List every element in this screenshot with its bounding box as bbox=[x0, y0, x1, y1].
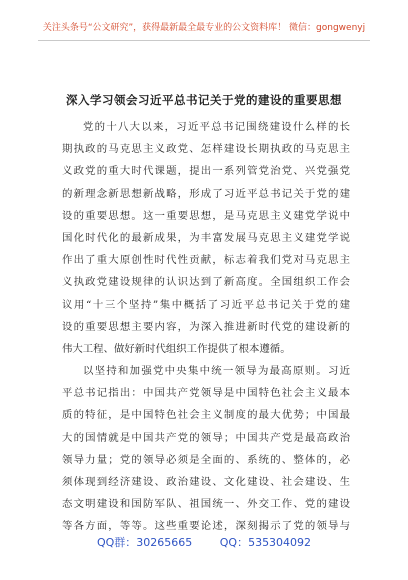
body-line: 期执政的马克思主义政党、怎样建设长期执政的马克思主 bbox=[62, 143, 350, 156]
body-line: 设的重要思想主要内容，为深入推进新时代党的建设新的 bbox=[62, 320, 350, 333]
body-line: 议用“十三个坚持”集中概括了习近平总书记关于党的建 bbox=[62, 298, 350, 311]
footer-qq: QQ：535304092 bbox=[219, 536, 312, 549]
body-line: 质的特征，是中国特色社会主义制度的最大优势；中国最 bbox=[62, 409, 350, 422]
body-line: 作出了重大原创性时代性贡献，标志着我们党对马克思主 bbox=[62, 254, 350, 267]
footer-qq-group: QQ群：30265665 bbox=[96, 536, 193, 549]
body-line: 国化时代化的最新成果，为丰富发展马克思主义建党学说 bbox=[62, 231, 350, 244]
document-title: 深入学习领会习近平总书记关于党的建设的重要思想 bbox=[66, 93, 342, 107]
body-line: 义执政党建设规律的认识达到了新高度。全国组织工作会 bbox=[62, 276, 350, 289]
body-line: 平总书记指出：中国共产党领导是中国特色社会主义最本 bbox=[62, 387, 350, 400]
body-line: 的新理念新思想新战略，形成了习近平总书记关于党的建 bbox=[62, 187, 350, 200]
body-line: 伟大工程、做好新时代组织工作提供了根本遵循。 bbox=[62, 342, 291, 355]
body-line: 党的十八大以来，习近平总书记围绕建设什么样的长 bbox=[83, 121, 350, 133]
body-line: 态文明建设和国防军队、祖国统一、外交工作、党的建设 bbox=[62, 498, 350, 511]
body-line: 须体现到经济建设、政治建设、文化建设、社会建设、生 bbox=[62, 476, 350, 488]
body-line: 设的重要思想。这一重要思想，是马克思主义建党学说中 bbox=[62, 209, 350, 222]
body-line: 等各方面，等等。这些重要论述，深刻揭示了党的领导与 bbox=[62, 520, 350, 533]
body-line: 大的国情就是中国共产党的领导；中国共产党是最高政治 bbox=[62, 431, 350, 444]
body-line: 领导力量；党的领导必须是全面的、系统的、整体的，必 bbox=[62, 453, 350, 466]
body-line: 义政党的重大时代课题，提出一系列管党治党、兴党强党 bbox=[62, 165, 350, 178]
footer-contact bbox=[0, 534, 408, 550]
header-banner: 关注头条号“公文研究”，获得最新最全最专业的公文资料库！ 微信：gongwenyj bbox=[42, 23, 366, 33]
body-line: 以坚持和加强党中央集中统一领导为最高原则。习近 bbox=[83, 365, 350, 378]
header-divider bbox=[38, 40, 370, 41]
document-body bbox=[62, 116, 350, 538]
